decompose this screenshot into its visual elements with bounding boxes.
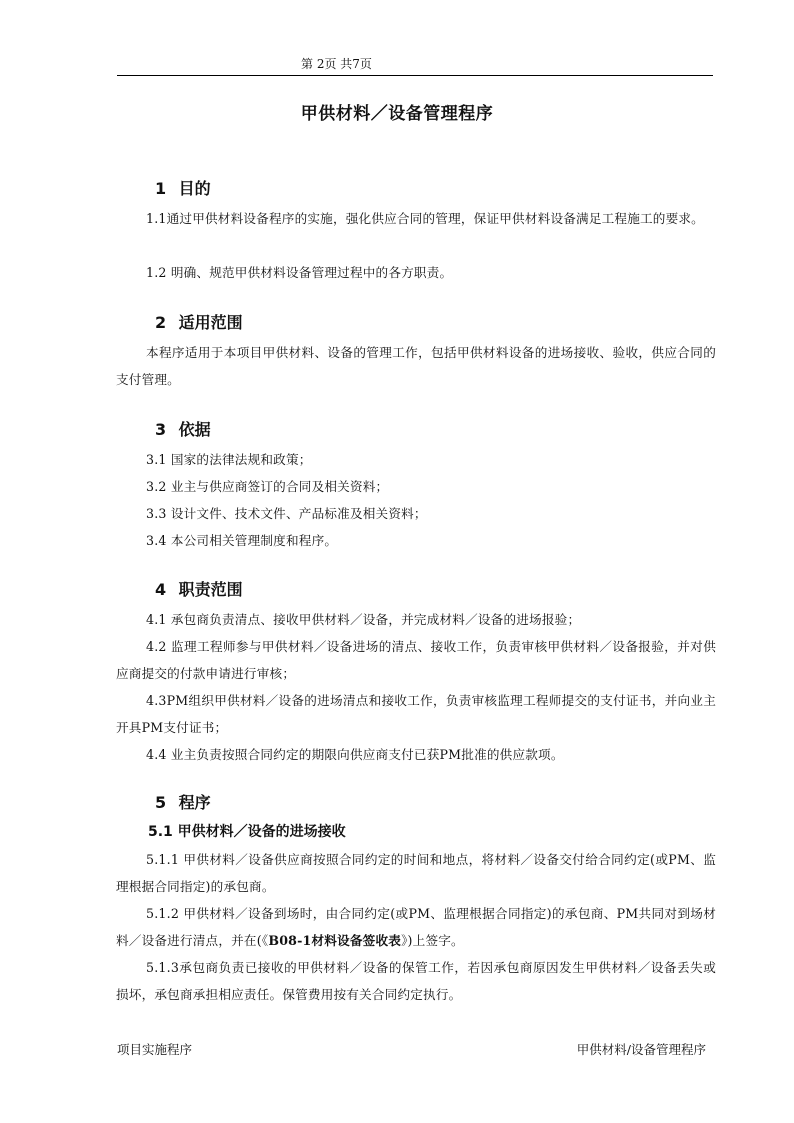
- paragraph-3-3: 3.3 设计文件、技术文件、产品标准及相关资料；: [146, 506, 427, 521]
- paragraph-4-4: 4.4 业主负责按照合同约定的期限向供应商支付已获PM批准的供应款项。: [146, 747, 564, 762]
- section-heading-5: [155, 793, 211, 813]
- section-title: 适用范围: [178, 313, 243, 332]
- paragraph-5-1-2: [116, 900, 716, 954]
- section-heading-2: [155, 313, 243, 333]
- section-heading-1: [155, 179, 211, 199]
- paragraph-3-4: 3.4 本公司相关管理制度和程序。: [146, 533, 338, 548]
- section-number: 4: [155, 580, 167, 599]
- section-heading-4: [155, 580, 243, 600]
- section-heading-3: [155, 420, 211, 440]
- paragraph-text: 5.1.2 甲供材料／设备到场时，由合同约定(或PM、监理根据合同指定)的承包商、PM共同对到场材料／设备进行清点，并在(《: [116, 906, 716, 948]
- paragraph-3-1: 3.1 国家的法律法规和政策；: [146, 452, 312, 467]
- paragraph-3-2: 3.2 业主与供应商签订的合同及相关资料；: [146, 479, 389, 494]
- page-header: [117, 57, 713, 76]
- footer-left: 项目实施程序: [117, 1042, 193, 1057]
- form-reference: B08-1材料设备签收表: [268, 933, 402, 948]
- paragraph-text: 》)上签字。: [401, 933, 464, 948]
- section-number: 5: [155, 793, 167, 812]
- paragraph-4-3: 4.3PM组织甲供材料／设备的进场清点和接收工作，负责审核监理工程师提交的支付证书，并向业主开具PM支付证书；: [116, 693, 716, 735]
- paragraph-2-1: 本程序适用于本项目甲供材料、设备的管理工作，包括甲供材料设备的进场接收、验收，供应合同的支付管理。: [116, 345, 716, 387]
- paragraph-5-1-1: 5.1.1 甲供材料／设备供应商按照合同约定的时间和地点，将材料／设备交付给合同约定(或PM、监理根据合同指定)的承包商。: [116, 852, 716, 894]
- section-title: 目的: [178, 179, 211, 198]
- paragraph-4-2: 4.2 监理工程师参与甲供材料／设备进场的清点、接收工作，负责审核甲供材料／设备报验，并对供应商提交的付款申请进行审核；: [116, 639, 716, 681]
- section-title: 程序: [178, 793, 211, 812]
- page-indicator: 第 2页 共7页: [301, 57, 372, 71]
- paragraph-4-1: 4.1 承包商负责清点、接收甲供材料／设备，并完成材料／设备的进场报验；: [146, 612, 581, 627]
- section-number: 3: [155, 420, 167, 439]
- section-number: 1: [155, 179, 167, 198]
- subsection-heading-5-1: 5.1 甲供材料／设备的进场接收: [148, 824, 346, 840]
- document-title: 甲供材料／设备管理程序: [300, 104, 494, 124]
- section-title: 职责范围: [178, 580, 243, 599]
- section-title: 依据: [178, 420, 211, 439]
- paragraph-1-1: 1.1通过甲供材料设备程序的实施，强化供应合同的管理，保证甲供材料设备满足工程施工的要求。: [146, 211, 704, 226]
- footer-right: 甲供材料/设备管理程序: [576, 1042, 706, 1057]
- paragraph-1-2: 1.2 明确、规范甲供材料设备管理过程中的各方职责。: [146, 265, 453, 280]
- paragraph-5-1-3: 5.1.3承包商负责已接收的甲供材料／设备的保管工作，若因承包商原因发生甲供材料／设备丢失或损坏，承包商承担相应责任。保管费用按有关合同约定执行。: [116, 960, 716, 1002]
- section-number: 2: [155, 313, 167, 332]
